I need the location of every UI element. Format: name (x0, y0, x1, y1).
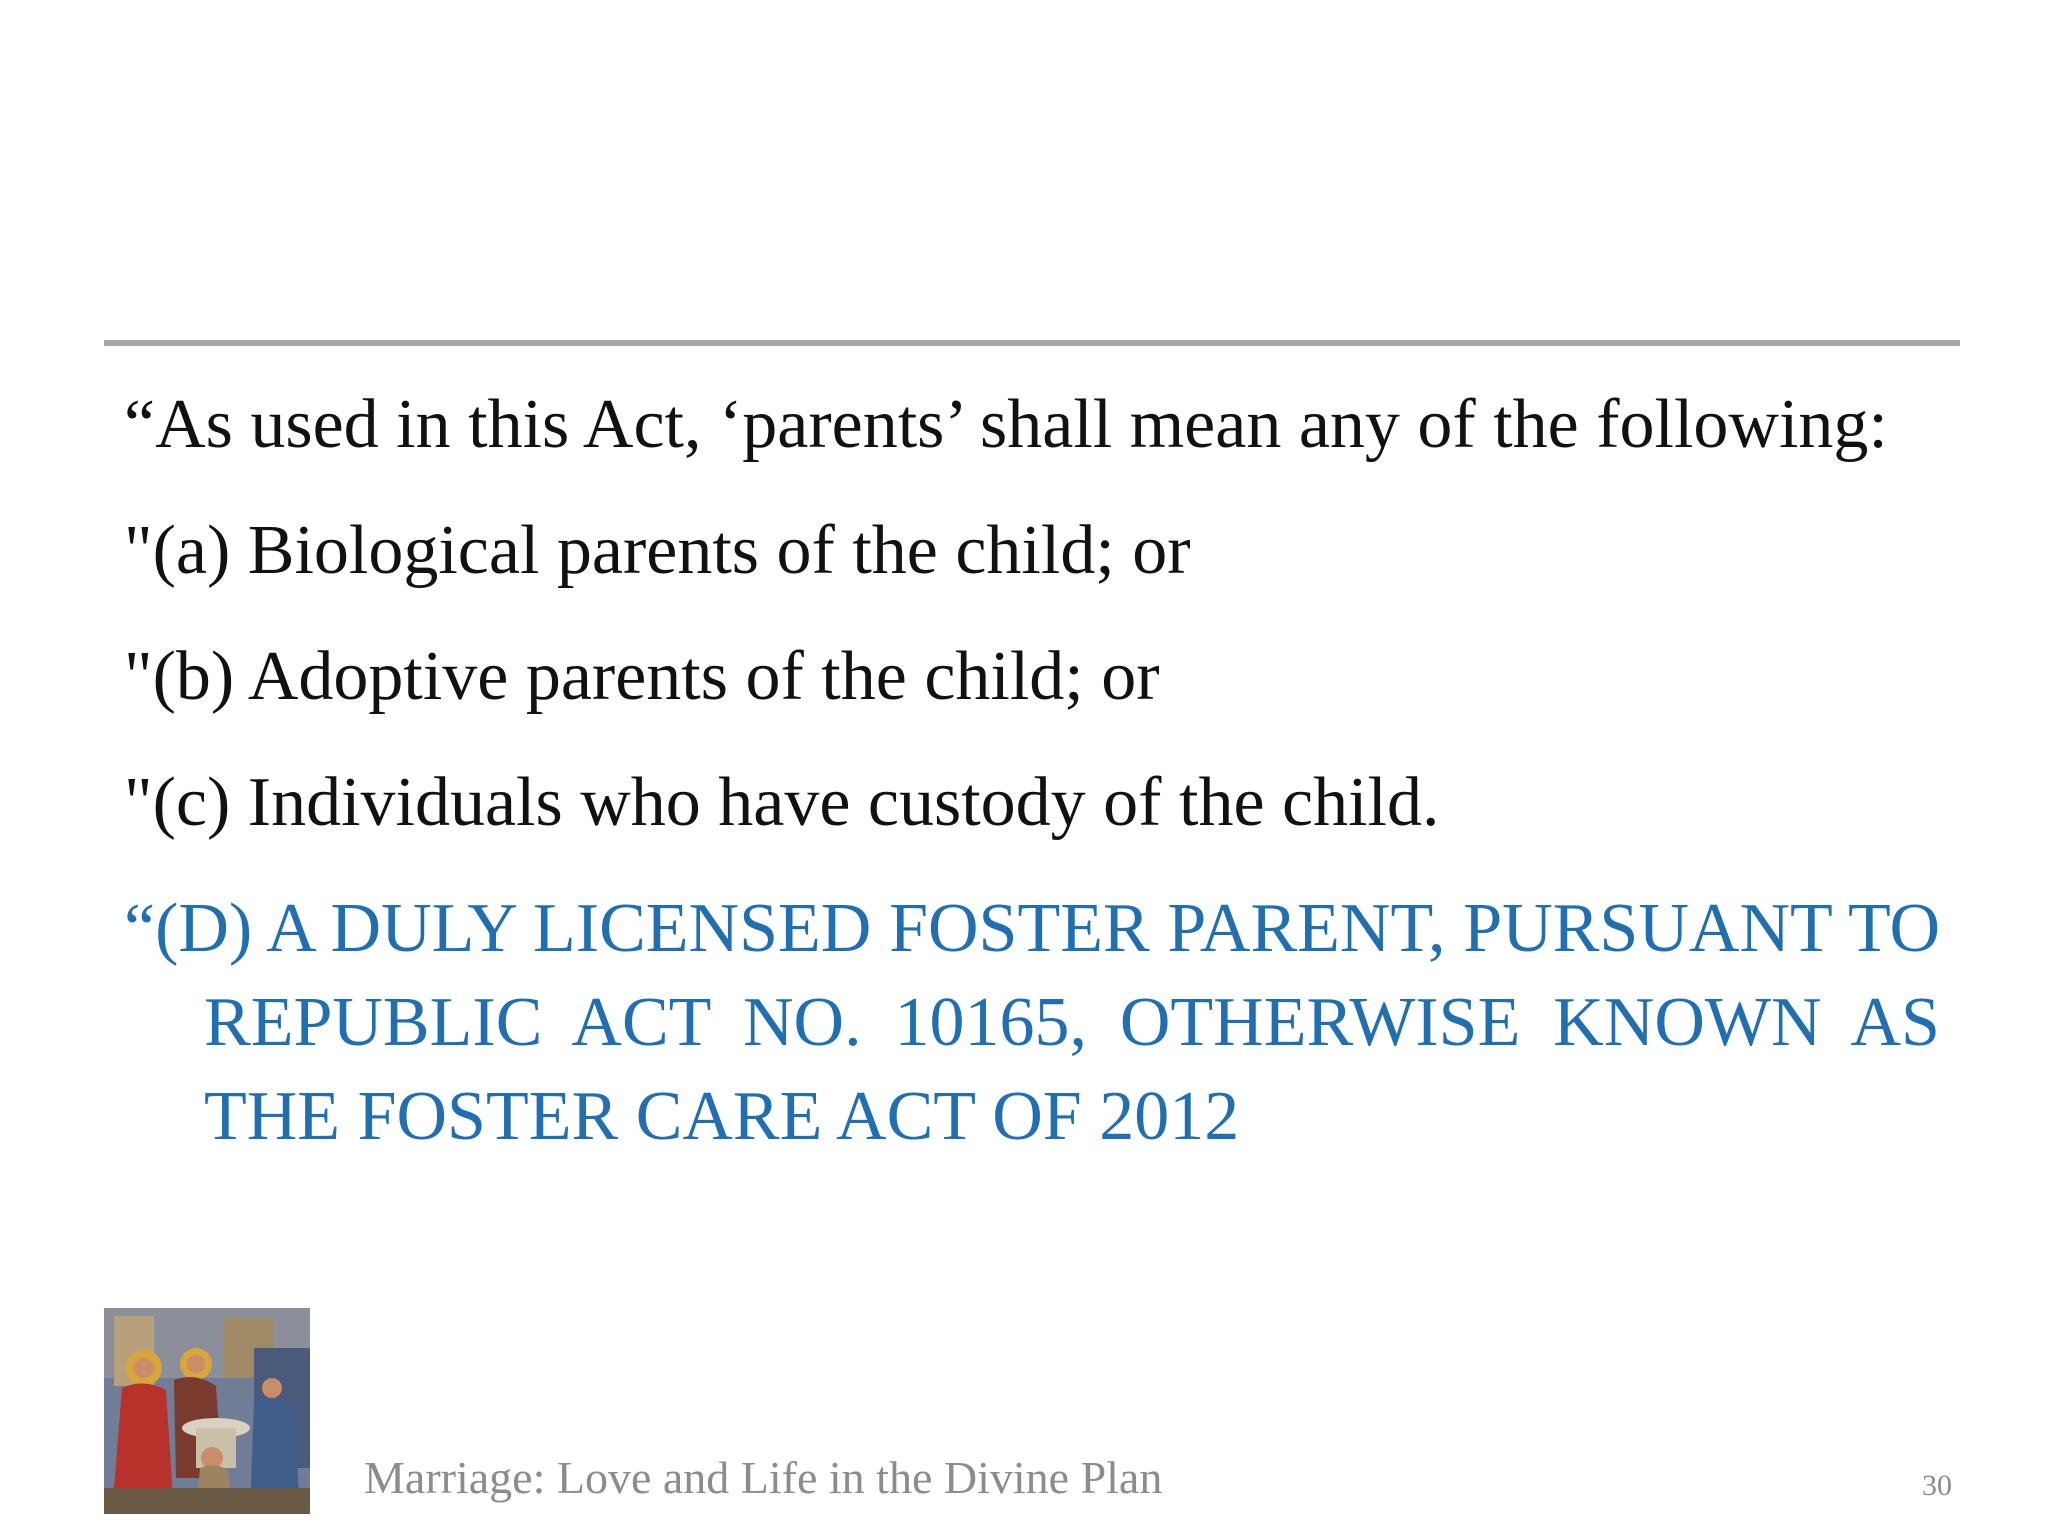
definition-item-d: “(D) A DULY LICENSED FOSTER PARENT, PURSUANT TO REPUBLIC ACT NO. 10165, OTHERWISE KNOWN AS THE FOSTER CARE ACT OF 2012 (124, 890, 1940, 1155)
page-number: 30 (1922, 1469, 1952, 1502)
holy-family-icon (104, 1308, 310, 1514)
holy-family-painting (104, 1308, 310, 1514)
slide-body (124, 378, 1940, 1196)
definition-item-b: "(b) Adoptive parents of the child; or (124, 638, 1160, 715)
footer-title: Marriage: Love and Life in the Divine Plan (364, 1452, 1163, 1503)
definition-item-c: "(c) Individuals who have custody of the child. (124, 764, 1440, 841)
title-divider (104, 340, 1960, 346)
definition-intro: “As used in this Act, ‘parents’ shall mean any of the following: (124, 386, 1888, 463)
definition-item-a: "(a) Biological parents of the child; or (124, 512, 1191, 589)
